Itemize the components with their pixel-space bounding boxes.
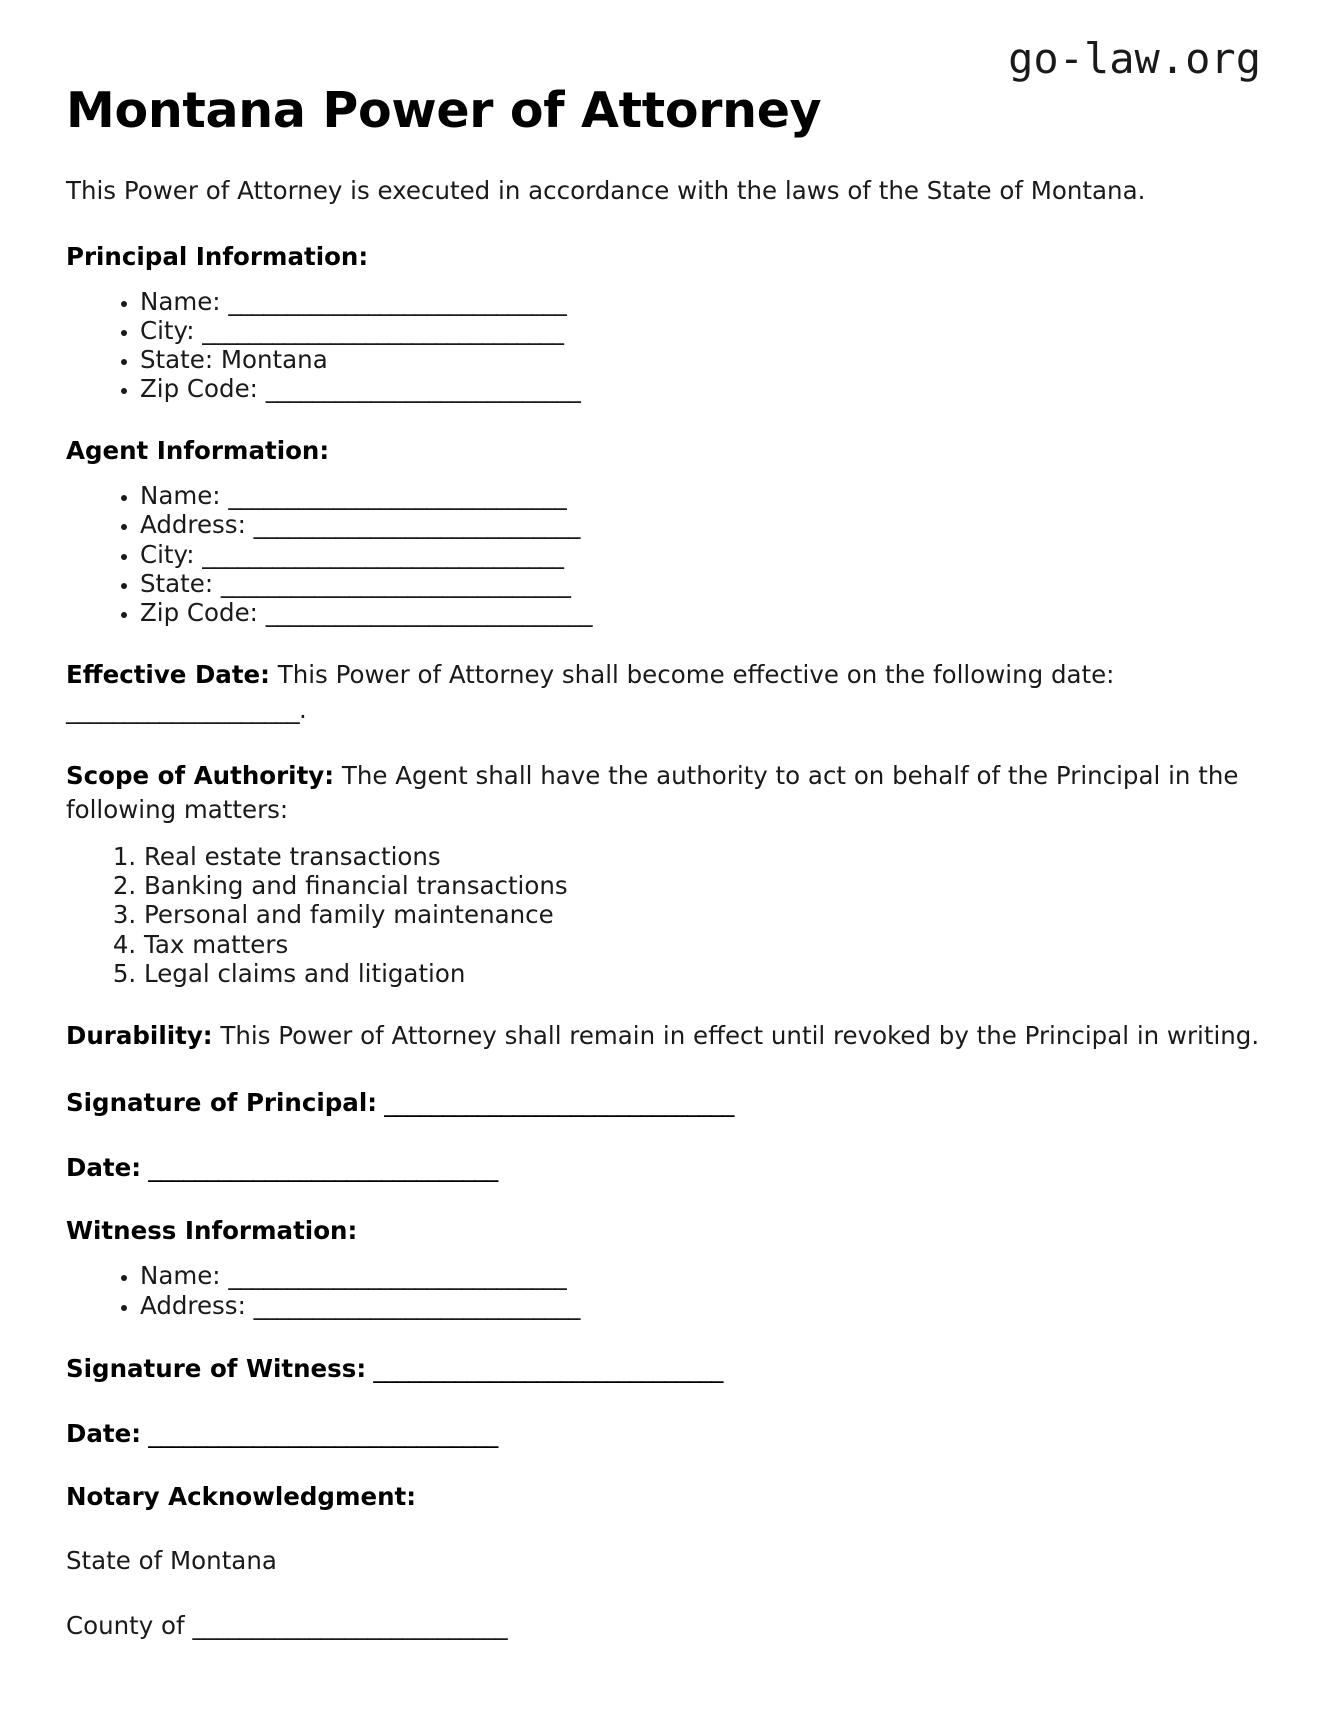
field-blank[interactable]: _____________________________ [228, 1261, 567, 1291]
signature-of-principal-label: Signature of Principal: [66, 1087, 378, 1117]
list-item [140, 569, 1261, 598]
durability-label: Durability: [66, 1020, 213, 1050]
witness-information-list [66, 1261, 1261, 1319]
field-label: State: [140, 345, 214, 374]
field-label: Name: [140, 481, 221, 511]
agent-information-heading: Agent Information: [66, 436, 330, 466]
list-item [140, 374, 1261, 403]
date-principal-blank[interactable]: ______________________________ [141, 1152, 498, 1182]
durability-paragraph [66, 1019, 1261, 1054]
effective-date-suffix: . [299, 694, 307, 724]
list-item [140, 1291, 1261, 1320]
principal-information-heading: Principal Information: [66, 241, 369, 271]
effective-date-blank[interactable]: ____________________ [66, 694, 300, 724]
list-item: 1. Real estate transactions [144, 842, 1261, 871]
date-principal-label: Date: [66, 1152, 141, 1182]
field-blank[interactable]: ____________________________ [253, 510, 580, 540]
witness-information-heading: Witness Information: [66, 1216, 358, 1246]
field-blank[interactable]: _____________________________ [228, 286, 567, 316]
list-item [140, 510, 1261, 539]
signature-of-witness-blank[interactable]: ______________________________ [366, 1353, 723, 1383]
list-item [140, 481, 1261, 510]
list-item [140, 345, 1261, 374]
scope-of-authority-label: Scope of Authority: [66, 760, 335, 790]
date-witness-line [66, 1418, 1261, 1450]
field-blank[interactable]: _____________________________ [228, 481, 567, 511]
durability-text: This Power of Attorney shall remain in effect until revoked by the Principal in writing. [212, 1020, 1260, 1050]
field-label: Name: [140, 1261, 221, 1291]
list-item [140, 540, 1261, 569]
list-item [140, 1261, 1261, 1290]
field-label: Zip Code: [140, 597, 258, 627]
field-blank[interactable]: ____________________________ [265, 597, 592, 627]
notary-county-label: County of [66, 1610, 193, 1640]
list-item [140, 598, 1261, 627]
list-item: 4. Tax matters [144, 930, 1261, 959]
scope-of-authority-text: The Agent shall have the authority to act on behalf of the Principal in the following matters: [66, 760, 1239, 825]
site-watermark: go-law.org [1008, 34, 1261, 83]
notary-state-line: State of Montana [66, 1546, 277, 1576]
principal-information-list [66, 287, 1261, 404]
notary-county-line [66, 1609, 1261, 1642]
list-item: 5. Legal claims and litigation [144, 959, 1261, 988]
signature-of-principal-blank[interactable]: ______________________________ [377, 1087, 734, 1117]
field-blank[interactable]: ____________________________ [253, 1290, 580, 1320]
field-label: Zip Code: [140, 374, 258, 404]
date-principal-line [66, 1152, 1261, 1184]
scope-of-authority-paragraph [66, 759, 1261, 829]
notary-county-blank[interactable]: ___________________________ [192, 1610, 508, 1640]
list-item: 3. Personal and family maintenance [144, 900, 1261, 929]
date-witness-label: Date: [66, 1418, 141, 1448]
intro-paragraph: This Power of Attorney is executed in accordance with the laws of the State of Montana. [66, 175, 1146, 205]
field-label: Address: [140, 1290, 246, 1320]
field-label: City: [140, 315, 195, 345]
field-label: Address: [140, 510, 246, 540]
signature-of-principal-line [66, 1087, 1261, 1119]
field-label: State: [140, 568, 214, 598]
notary-acknowledgment-heading: Notary Acknowledgment: [66, 1482, 417, 1512]
field-blank[interactable]: _______________________________ [202, 539, 564, 569]
field-value: Montana [220, 345, 328, 374]
page-title: Montana Power of Attorney [66, 82, 822, 139]
effective-date-label: Effective Date: [66, 660, 270, 690]
field-blank[interactable]: ______________________________ [220, 568, 571, 598]
date-witness-blank[interactable]: ______________________________ [141, 1418, 498, 1448]
field-blank[interactable]: _______________________________ [202, 315, 564, 345]
effective-date-paragraph [66, 658, 1261, 728]
signature-of-witness-label: Signature of Witness: [66, 1353, 367, 1383]
list-item: 2. Banking and financial transactions [144, 871, 1261, 900]
field-label: City: [140, 539, 195, 569]
scope-of-authority-list [66, 842, 1261, 988]
agent-information-list [66, 481, 1261, 627]
signature-of-witness-line [66, 1353, 1261, 1385]
effective-date-text: This Power of Attorney shall become effective on the following date: [269, 660, 1115, 690]
field-label: Name: [140, 286, 221, 316]
list-item [140, 316, 1261, 345]
list-item [140, 287, 1261, 316]
field-blank[interactable]: ___________________________ [265, 374, 581, 404]
